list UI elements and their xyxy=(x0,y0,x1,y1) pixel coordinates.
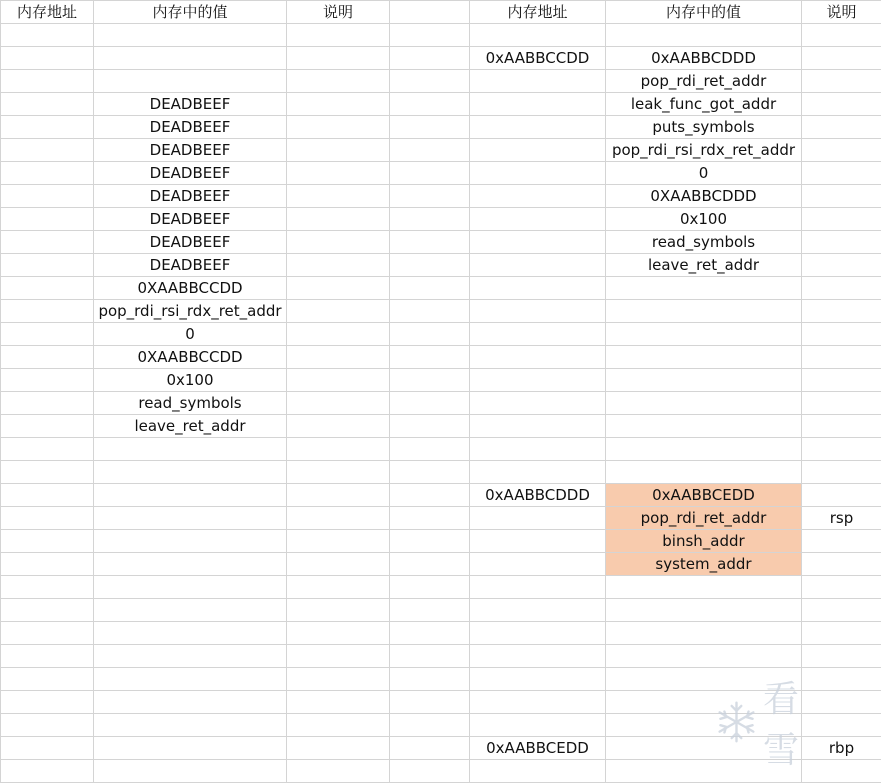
sheet-cell[interactable] xyxy=(606,346,802,369)
sheet-cell[interactable] xyxy=(1,553,94,576)
sheet-row xyxy=(1,622,881,645)
sheet-cell[interactable]: 0xAABBCDDD xyxy=(606,47,802,70)
sheet-cell[interactable] xyxy=(390,484,470,507)
sheet-cell[interactable] xyxy=(390,277,470,300)
sheet-cell[interactable] xyxy=(606,300,802,323)
sheet-cell[interactable] xyxy=(287,737,390,760)
sheet-cell[interactable] xyxy=(470,346,606,369)
sheet-row xyxy=(1,277,881,300)
sheet-cell[interactable] xyxy=(390,691,470,714)
sheet-cell[interactable] xyxy=(390,438,470,461)
header-cell[interactable]: 内存中的值 xyxy=(606,1,802,24)
sheet-cell[interactable] xyxy=(470,438,606,461)
sheet-cell[interactable] xyxy=(287,760,390,783)
sheet-cell[interactable] xyxy=(390,714,470,737)
sheet-row xyxy=(1,576,881,599)
sheet-cell[interactable] xyxy=(1,530,94,553)
sheet-cell[interactable] xyxy=(390,507,470,530)
sheet-cell[interactable] xyxy=(390,553,470,576)
sheet-cell[interactable] xyxy=(1,323,94,346)
sheet-cell[interactable] xyxy=(802,277,881,300)
sheet-cell[interactable]: DEADBEEF xyxy=(94,162,287,185)
sheet-cell[interactable] xyxy=(1,599,94,622)
sheet-cell[interactable]: read_symbols xyxy=(606,231,802,254)
sheet-cell[interactable] xyxy=(470,369,606,392)
sheet-cell[interactable] xyxy=(470,162,606,185)
sheet-cell[interactable] xyxy=(1,668,94,691)
sheet-cell[interactable]: 0xAABBCEDD xyxy=(606,484,802,507)
sheet-cell[interactable] xyxy=(802,162,881,185)
sheet-cell[interactable] xyxy=(470,254,606,277)
sheet-cell[interactable]: 0XAABBCCDD xyxy=(94,277,287,300)
sheet-cell[interactable]: 0 xyxy=(94,323,287,346)
sheet-cell[interactable] xyxy=(287,116,390,139)
sheet-cell[interactable] xyxy=(1,24,94,47)
sheet-row xyxy=(1,116,881,139)
sheet-row xyxy=(1,415,881,438)
sheet-cell[interactable] xyxy=(802,530,881,553)
sheet-cell[interactable] xyxy=(802,24,881,47)
sheet-cell[interactable] xyxy=(287,599,390,622)
sheet-cell[interactable] xyxy=(802,415,881,438)
sheet-cell[interactable] xyxy=(287,438,390,461)
sheet-cell[interactable] xyxy=(390,737,470,760)
sheet-row xyxy=(1,668,881,691)
sheet-cell[interactable] xyxy=(1,300,94,323)
sheet-row xyxy=(1,93,881,116)
sheet-cell[interactable] xyxy=(1,507,94,530)
sheet-cell[interactable] xyxy=(802,369,881,392)
sheet-cell[interactable] xyxy=(802,645,881,668)
sheet-cell[interactable] xyxy=(470,507,606,530)
sheet-cell[interactable] xyxy=(470,691,606,714)
sheet-cell[interactable] xyxy=(470,622,606,645)
sheet-cell[interactable] xyxy=(470,208,606,231)
sheet-cell[interactable] xyxy=(802,185,881,208)
sheet-cell[interactable]: system_addr xyxy=(606,553,802,576)
sheet-cell[interactable]: pop_rdi_ret_addr xyxy=(606,507,802,530)
sheet-cell[interactable] xyxy=(606,737,802,760)
sheet-cell[interactable]: 0xAABBCDDD xyxy=(470,484,606,507)
sheet-cell[interactable] xyxy=(1,415,94,438)
sheet-cell[interactable] xyxy=(390,93,470,116)
sheet-cell[interactable] xyxy=(94,714,287,737)
sheet-cell[interactable] xyxy=(470,530,606,553)
sheet-cell[interactable] xyxy=(287,323,390,346)
sheet-cell[interactable] xyxy=(94,599,287,622)
sheet-cell[interactable]: 0 xyxy=(606,162,802,185)
sheet-cell[interactable] xyxy=(390,461,470,484)
sheet-cell[interactable] xyxy=(94,484,287,507)
sheet-cell[interactable] xyxy=(470,70,606,93)
sheet-cell[interactable] xyxy=(1,438,94,461)
sheet-cell[interactable] xyxy=(94,645,287,668)
sheet-cell[interactable] xyxy=(390,530,470,553)
sheet-cell[interactable] xyxy=(287,231,390,254)
sheet-cell[interactable] xyxy=(94,553,287,576)
sheet-cell[interactable] xyxy=(802,323,881,346)
sheet-cell[interactable] xyxy=(802,576,881,599)
sheet-cell[interactable] xyxy=(94,576,287,599)
sheet-cell[interactable] xyxy=(390,622,470,645)
sheet-cell[interactable] xyxy=(390,300,470,323)
sheet-cell[interactable] xyxy=(606,645,802,668)
sheet-cell[interactable] xyxy=(470,300,606,323)
sheet-cell[interactable] xyxy=(1,691,94,714)
sheet-row xyxy=(1,323,881,346)
sheet-cell[interactable] xyxy=(287,185,390,208)
sheet-cell[interactable] xyxy=(802,116,881,139)
sheet-cell[interactable] xyxy=(1,208,94,231)
sheet-cell[interactable] xyxy=(1,277,94,300)
sheet-cell[interactable] xyxy=(802,668,881,691)
sheet-cell[interactable] xyxy=(470,93,606,116)
sheet-cell[interactable] xyxy=(94,668,287,691)
sheet-cell[interactable] xyxy=(287,714,390,737)
sheet-cell[interactable] xyxy=(287,162,390,185)
sheet-cell[interactable] xyxy=(1,392,94,415)
sheet-cell[interactable]: DEADBEEF xyxy=(94,139,287,162)
sheet-cell[interactable] xyxy=(1,116,94,139)
sheet-cell[interactable] xyxy=(390,369,470,392)
sheet-cell[interactable] xyxy=(287,208,390,231)
sheet-cell[interactable] xyxy=(470,714,606,737)
sheet-cell[interactable] xyxy=(1,231,94,254)
sheet-cell[interactable] xyxy=(470,415,606,438)
sheet-cell[interactable]: read_symbols xyxy=(94,392,287,415)
sheet-cell[interactable] xyxy=(287,530,390,553)
sheet-cell[interactable] xyxy=(606,622,802,645)
sheet-cell[interactable] xyxy=(287,484,390,507)
sheet-cell[interactable]: DEADBEEF xyxy=(94,185,287,208)
sheet-cell[interactable] xyxy=(802,484,881,507)
sheet-cell[interactable] xyxy=(606,760,802,783)
sheet-cell[interactable] xyxy=(470,668,606,691)
sheet-cell[interactable] xyxy=(287,369,390,392)
sheet-cell[interactable] xyxy=(470,576,606,599)
sheet-row xyxy=(1,507,881,530)
sheet-cell[interactable]: leave_ret_addr xyxy=(94,415,287,438)
sheet-cell[interactable] xyxy=(287,553,390,576)
sheet-row xyxy=(1,392,881,415)
sheet-cell[interactable] xyxy=(470,553,606,576)
sheet-cell[interactable] xyxy=(802,438,881,461)
sheet-cell[interactable] xyxy=(470,461,606,484)
sheet-row xyxy=(1,185,881,208)
sheet-row xyxy=(1,300,881,323)
header-cell[interactable]: 说明 xyxy=(802,1,881,24)
sheet-cell[interactable] xyxy=(390,392,470,415)
sheet-cell[interactable] xyxy=(1,47,94,70)
sheet-cell[interactable] xyxy=(390,760,470,783)
sheet-row xyxy=(1,553,881,576)
sheet-cell[interactable] xyxy=(802,208,881,231)
sheet-cell[interactable] xyxy=(606,415,802,438)
sheet-cell[interactable] xyxy=(1,70,94,93)
sheet-cell[interactable] xyxy=(1,645,94,668)
sheet-cell[interactable] xyxy=(287,277,390,300)
sheet-cell[interactable] xyxy=(606,392,802,415)
sheet-cell[interactable] xyxy=(802,691,881,714)
sheet-row xyxy=(1,645,881,668)
sheet-cell[interactable]: pop_rdi_ret_addr xyxy=(606,70,802,93)
sheet-cell[interactable] xyxy=(606,369,802,392)
sheet-cell[interactable] xyxy=(802,599,881,622)
sheet-cell[interactable] xyxy=(1,369,94,392)
sheet-cell[interactable]: pop_rdi_rsi_rdx_ret_addr xyxy=(606,139,802,162)
sheet-row xyxy=(1,346,881,369)
sheet-cell[interactable] xyxy=(470,392,606,415)
sheet-cell[interactable] xyxy=(390,254,470,277)
sheet-cell[interactable] xyxy=(1,622,94,645)
header-cell[interactable] xyxy=(390,1,470,24)
sheet-cell[interactable] xyxy=(1,139,94,162)
sheet-row xyxy=(1,737,881,760)
sheet-cell[interactable] xyxy=(606,668,802,691)
sheet-cell[interactable] xyxy=(470,231,606,254)
sheet-cell[interactable] xyxy=(470,139,606,162)
sheet-cell[interactable] xyxy=(287,576,390,599)
sheet-cell[interactable] xyxy=(390,24,470,47)
sheet-cell[interactable] xyxy=(287,346,390,369)
sheet-cell[interactable] xyxy=(802,760,881,783)
sheet-cell[interactable] xyxy=(802,714,881,737)
sheet-cell[interactable] xyxy=(802,553,881,576)
sheet-cell[interactable] xyxy=(802,254,881,277)
sheet-cell[interactable]: DEADBEEF xyxy=(94,254,287,277)
sheet-row xyxy=(1,461,881,484)
sheet-cell[interactable] xyxy=(802,47,881,70)
sheet-cell[interactable] xyxy=(606,691,802,714)
sheet-row xyxy=(1,162,881,185)
sheet-cell[interactable] xyxy=(390,576,470,599)
header-row xyxy=(1,1,881,24)
sheet-row xyxy=(1,530,881,553)
sheet-cell[interactable] xyxy=(390,231,470,254)
sheet-cell[interactable] xyxy=(470,760,606,783)
sheet-cell[interactable] xyxy=(606,323,802,346)
sheet-cell[interactable] xyxy=(470,323,606,346)
sheet-cell[interactable] xyxy=(94,760,287,783)
sheet-cell[interactable] xyxy=(802,139,881,162)
sheet-cell[interactable] xyxy=(287,461,390,484)
sheet-cell[interactable] xyxy=(1,484,94,507)
sheet-cell[interactable]: leak_func_got_addr xyxy=(606,93,802,116)
sheet-cell[interactable]: 0xAABBCEDD xyxy=(470,737,606,760)
sheet-cell[interactable] xyxy=(802,300,881,323)
sheet-cell[interactable]: pop_rdi_rsi_rdx_ret_addr xyxy=(94,300,287,323)
sheet-cell[interactable] xyxy=(94,507,287,530)
sheet-cell[interactable] xyxy=(470,185,606,208)
sheet-cell[interactable] xyxy=(390,162,470,185)
sheet-cell[interactable] xyxy=(802,346,881,369)
sheet-cell[interactable]: 0x100 xyxy=(94,369,287,392)
sheet-cell[interactable] xyxy=(390,668,470,691)
sheet-cell[interactable] xyxy=(802,70,881,93)
sheet-row xyxy=(1,438,881,461)
sheet-cell[interactable] xyxy=(802,622,881,645)
sheet-cell[interactable] xyxy=(470,645,606,668)
sheet-cell[interactable] xyxy=(1,185,94,208)
sheet-row xyxy=(1,369,881,392)
sheet-cell[interactable] xyxy=(606,438,802,461)
sheet-cell[interactable] xyxy=(287,507,390,530)
sheet-cell[interactable] xyxy=(1,346,94,369)
sheet-cell[interactable] xyxy=(390,599,470,622)
sheet-cell[interactable] xyxy=(287,24,390,47)
sheet-cell[interactable]: DEADBEEF xyxy=(94,208,287,231)
sheet-row xyxy=(1,599,881,622)
sheet-cell[interactable] xyxy=(390,645,470,668)
sheet-cell[interactable] xyxy=(94,461,287,484)
sheet-row xyxy=(1,24,881,47)
sheet-cell[interactable] xyxy=(390,47,470,70)
sheet-cell[interactable] xyxy=(1,93,94,116)
sheet-cell[interactable] xyxy=(94,622,287,645)
sheet-cell[interactable] xyxy=(287,93,390,116)
sheet-cell[interactable] xyxy=(390,70,470,93)
sheet-cell[interactable] xyxy=(94,24,287,47)
sheet-cell[interactable] xyxy=(94,70,287,93)
sheet-row xyxy=(1,484,881,507)
sheet-cell[interactable] xyxy=(606,461,802,484)
sheet-cell[interactable] xyxy=(287,415,390,438)
sheet-cell[interactable] xyxy=(606,24,802,47)
sheet-cell[interactable] xyxy=(287,392,390,415)
sheet-cell[interactable] xyxy=(94,438,287,461)
sheet-cell[interactable] xyxy=(390,116,470,139)
sheet-cell[interactable]: 0xAABBCCDD xyxy=(470,47,606,70)
sheet-cell[interactable] xyxy=(606,599,802,622)
sheet-cell[interactable] xyxy=(94,691,287,714)
sheet-cell[interactable] xyxy=(1,576,94,599)
sheet-cell[interactable] xyxy=(606,576,802,599)
sheet-cell[interactable] xyxy=(606,277,802,300)
sheet-row xyxy=(1,231,881,254)
sheet-cell[interactable] xyxy=(390,415,470,438)
sheet-cell[interactable] xyxy=(1,737,94,760)
watermark-text: 看雪 xyxy=(763,671,824,773)
sheet-cell[interactable]: DEADBEEF xyxy=(94,116,287,139)
sheet-row xyxy=(1,70,881,93)
sheet-row xyxy=(1,691,881,714)
sheet-cell[interactable] xyxy=(287,139,390,162)
sheet-cell[interactable]: DEADBEEF xyxy=(94,93,287,116)
sheet-cell[interactable] xyxy=(390,139,470,162)
sheet-cell[interactable] xyxy=(390,323,470,346)
sheet-cell[interactable] xyxy=(390,185,470,208)
sheet-cell[interactable] xyxy=(287,254,390,277)
sheet-cell[interactable] xyxy=(287,300,390,323)
sheet-cell[interactable] xyxy=(470,116,606,139)
sheet-cell[interactable] xyxy=(287,668,390,691)
sheet-cell[interactable] xyxy=(802,392,881,415)
sheet-cell[interactable] xyxy=(94,737,287,760)
sheet-cell[interactable] xyxy=(390,346,470,369)
sheet-cell[interactable] xyxy=(287,622,390,645)
sheet-body xyxy=(1,24,881,783)
sheet-cell[interactable] xyxy=(470,24,606,47)
sheet-cell[interactable] xyxy=(606,714,802,737)
sheet-cell[interactable] xyxy=(287,691,390,714)
sheet-cell[interactable]: 0XAABBCDDD xyxy=(606,185,802,208)
sheet-cell[interactable]: binsh_addr xyxy=(606,530,802,553)
sheet-cell[interactable] xyxy=(94,530,287,553)
sheet-row xyxy=(1,760,881,783)
sheet-cell[interactable] xyxy=(802,461,881,484)
sheet-cell[interactable] xyxy=(1,461,94,484)
sheet-cell[interactable] xyxy=(802,93,881,116)
header-cell[interactable]: 说明 xyxy=(287,1,390,24)
sheet-cell[interactable] xyxy=(94,47,287,70)
sheet-cell[interactable] xyxy=(287,47,390,70)
sheet-row xyxy=(1,714,881,737)
sheet-cell[interactable]: puts_symbols xyxy=(606,116,802,139)
sheet-cell[interactable]: DEADBEEF xyxy=(94,231,287,254)
sheet-cell[interactable]: rsp xyxy=(802,507,881,530)
sheet-cell[interactable] xyxy=(1,760,94,783)
sheet-cell[interactable]: 0XAABBCCDD xyxy=(94,346,287,369)
sheet-row xyxy=(1,208,881,231)
sheet-cell[interactable]: rbp xyxy=(802,737,881,760)
sheet-row xyxy=(1,254,881,277)
header-cell[interactable]: 内存地址 xyxy=(1,1,94,24)
sheet-cell[interactable] xyxy=(1,162,94,185)
sheet-cell[interactable] xyxy=(287,70,390,93)
sheet-cell[interactable] xyxy=(1,254,94,277)
header-cell[interactable]: 内存中的值 xyxy=(94,1,287,24)
sheet-cell[interactable] xyxy=(470,599,606,622)
sheet-cell[interactable]: 0x100 xyxy=(606,208,802,231)
sheet-row xyxy=(1,139,881,162)
sheet-cell[interactable] xyxy=(390,208,470,231)
sheet-cell[interactable] xyxy=(1,714,94,737)
sheet-cell[interactable]: leave_ret_addr xyxy=(606,254,802,277)
sheet-cell[interactable] xyxy=(470,277,606,300)
sheet-cell[interactable] xyxy=(287,645,390,668)
sheet-row xyxy=(1,47,881,70)
header-cell[interactable]: 内存地址 xyxy=(470,1,606,24)
sheet-cell[interactable] xyxy=(802,231,881,254)
